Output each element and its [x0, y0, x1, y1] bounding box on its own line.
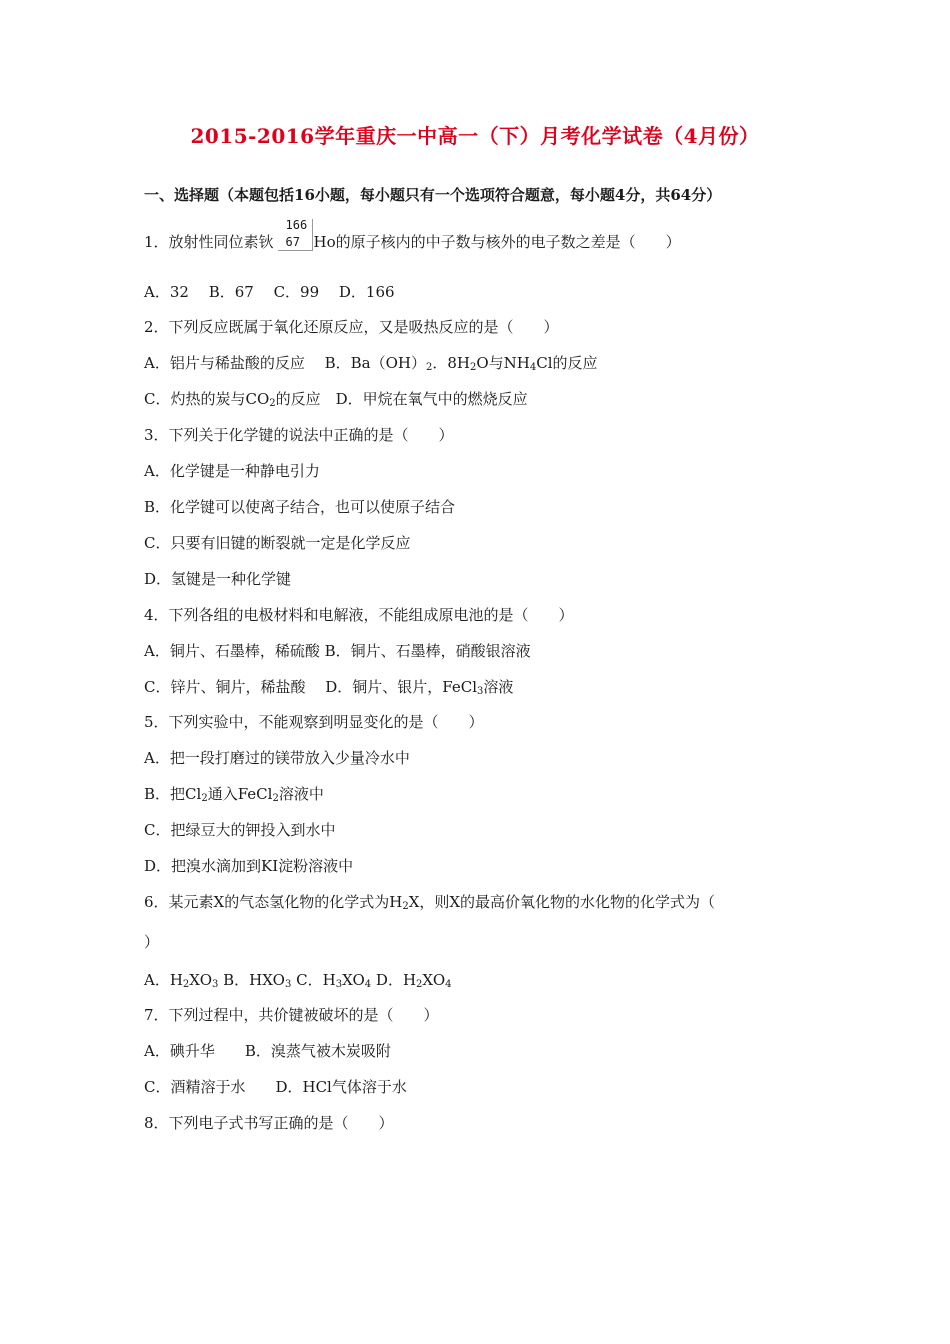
q6-opt-d-s2: 4 [445, 979, 452, 990]
exam-title: 2015-2016学年重庆一中高一（下）月考化学试卷（4月份） [190, 124, 760, 148]
q2-ab-sub2: 2 [469, 362, 477, 373]
q6-opt-d-pre: D．H [371, 971, 417, 989]
q4-cd-post: 溶液 [483, 678, 514, 696]
q2-ab-mid: ．8H [432, 354, 470, 372]
q6-stem-post: X，则X的最高价氧化物的水化物的化学式为（ [408, 893, 716, 911]
question-3-option-c: C．只要有旧键的断裂就一定是化学反应 [144, 534, 411, 552]
question-2-options-ab [144, 353, 598, 378]
q6-opt-a-s2: 3 [212, 979, 219, 990]
q2-cd-sub: 2 [269, 398, 276, 409]
question-5-option-d: D．把溴水滴加到KI淀粉溶液中 [144, 857, 354, 875]
q6-opt-c-mid: XO [342, 971, 365, 989]
question-3-stem: 3．下列关于化学键的说法中正确的是（ ） [144, 426, 454, 444]
question-5-option-b [144, 784, 324, 809]
q5-b-mid: 通入FeCl [207, 785, 273, 803]
q2-ab-post: Cl的反应 [536, 354, 598, 372]
question-1-text-post: 的原子核内的中子数与核外的电子数之差是（ ） [335, 233, 681, 251]
question-2-options-cd [144, 389, 528, 414]
q2-cd-pre: C．灼热的炭与CO [144, 390, 270, 408]
q5-b-pre: B．把Cl [144, 785, 202, 803]
question-5-stem: 5．下列实验中，不能观察到明显变化的是（ ） [144, 713, 484, 731]
question-5-option-a: A．把一段打磨过的镁带放入少量冷水中 [144, 749, 410, 767]
q6-stem-sub: 2 [402, 901, 409, 912]
question-3-option-d: D．氢键是一种化学键 [144, 570, 292, 588]
q5-b-sub1: 2 [201, 793, 208, 804]
q4-cd-pre: C．锌片、铜片，稀盐酸 D．铜片、银片，FeCl [144, 678, 478, 696]
question-5-option-c: C．把绿豆大的钾投入到水中 [144, 821, 336, 839]
q2-ab-pre: A．铝片与稀盐酸的反应 B．Ba（OH） [144, 354, 426, 372]
q6-opt-c-pre: C．H [291, 971, 336, 989]
question-7-stem: 7．下列过程中，共价键被破坏的是（ ） [144, 1006, 439, 1024]
question-8-stem: 8．下列电子式书写正确的是（ ） [144, 1114, 394, 1132]
question-1-stem [144, 218, 681, 253]
q6-opt-c-s2: 4 [364, 979, 372, 990]
question-4-options-ab: A．铜片、石墨棒，稀硫酸 B．铜片、石墨棒，硝酸银溶液 [144, 642, 531, 660]
question-6-options [144, 970, 452, 995]
q6-opt-b-pre: B．HXO [218, 971, 285, 989]
q5-b-post: 溶液中 [278, 785, 324, 803]
atomic-number: 67 [285, 235, 300, 249]
q6-opt-d-s1: 2 [416, 979, 423, 990]
q6-opt-a-pre: A．H [144, 971, 183, 989]
question-4-stem: 4．下列各组的电极材料和电解液，不能组成原电池的是（ ） [144, 606, 574, 624]
question-6-stem-cont: ） [144, 933, 160, 951]
question-1-text-pre: 1．放射性同位素钬 [144, 233, 274, 251]
question-4-options-cd [144, 677, 513, 702]
question-7-options-ab: A．碘升华 B．溴蒸气被木炭吸附 [144, 1042, 391, 1060]
question-6-stem [144, 892, 715, 917]
q6-opt-b-s1: 3 [284, 979, 292, 990]
q6-opt-a-mid: XO [189, 971, 213, 989]
q2-ab-sub1: 2 [425, 362, 433, 373]
question-2-stem: 2．下列反应既属于氧化还原反应，又是吸热反应的是（ ） [144, 318, 559, 336]
q6-opt-a-s1: 2 [182, 979, 190, 990]
q2-ab-sub3: 4 [529, 362, 537, 373]
q5-b-sub2: 2 [272, 793, 279, 804]
q4-cd-sub: 3 [477, 686, 484, 697]
question-7-options-cd: C．酒精溶于水 D．HCl气体溶于水 [144, 1078, 407, 1096]
element-symbol: Ho [313, 233, 336, 251]
question-1-options: A．32 B．67 C．99 D．166 [144, 283, 395, 301]
question-3-option-a: A．化学键是一种静电引力 [144, 462, 320, 480]
question-3-option-b: B．化学键可以使离子结合，也可以使原子结合 [144, 498, 456, 516]
section-heading: 一、选择题（本题包括16小题，每小题只有一个选项符合题意，每小题4分，共64分） [144, 186, 722, 204]
q2-cd-post: 的反应 D．甲烷在氧气中的燃烧反应 [275, 390, 528, 408]
q6-opt-c-s1: 3 [335, 979, 343, 990]
isotope-notation [276, 218, 314, 253]
q6-stem-pre: 6．某元素X的气态氢化物的化学式为H [144, 893, 403, 911]
q6-opt-d-mid: XO [422, 971, 446, 989]
q2-ab-mid2: O与NH [476, 354, 530, 372]
mass-number: 166 [285, 218, 308, 232]
